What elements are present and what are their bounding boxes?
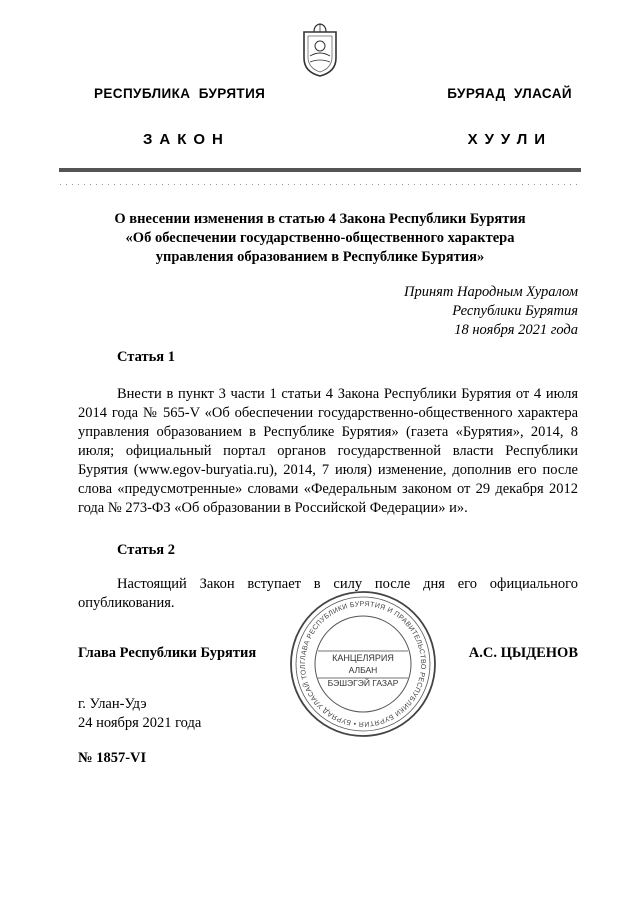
sign-date: 24 ноября 2021 года xyxy=(78,715,202,731)
republic-name-bua: БУРЯАД УЛАСАЙ xyxy=(447,86,572,101)
title-line-2: «Об обеспечении государственно-общественного характера xyxy=(125,230,515,246)
republic-name-ru: РЕСПУБЛИКА БУРЯТИЯ xyxy=(94,86,266,101)
seal-text-2: АЛБАН xyxy=(348,665,378,675)
official-seal xyxy=(288,589,438,739)
adoption-note xyxy=(404,283,578,340)
city: г. Улан-Удэ xyxy=(78,696,147,712)
seal-text-3: БЭШЭГЭЙ ГАЗАР xyxy=(327,678,399,688)
seal-text-1: КАНЦЕЛЯРИЯ xyxy=(332,653,394,663)
header-divider xyxy=(59,168,581,172)
article-1-heading: Статья 1 xyxy=(117,349,175,365)
place-and-date xyxy=(78,695,201,733)
article-2-heading: Статья 2 xyxy=(117,542,175,558)
signatory-name: А.С. ЦЫДЕНОВ xyxy=(468,645,578,661)
signatory-position: Глава Республики Бурятия xyxy=(78,645,257,661)
adopted-date: 18 ноября 2021 года xyxy=(454,322,578,338)
coat-of-arms-icon xyxy=(300,22,340,78)
adopted-line-2: Республики Бурятия xyxy=(452,303,578,319)
law-number: № 1857-VI xyxy=(78,750,147,766)
law-label-bua: ХУУЛИ xyxy=(467,131,552,148)
seal-ring-text: ГЛАВА РЕСПУБЛИКИ БУРЯТИЯ И ПРАВИТЕЛЬСТВО РЕСПУБЛИКИ БУРЯТИЯ • БУРЯАД УЛАСАЙ ТОЛ xyxy=(299,600,427,728)
adopted-line-1: Принят Народным Хуралом xyxy=(403,284,578,300)
title-line-1: О внесении изменения в статью 4 Закона Республики Бурятия xyxy=(114,211,526,227)
article-1-text: Внести в пункт 3 части 1 статьи 4 Закона Республики Бурятия от 4 июля 2014 года № 565-V «Об обеспечении государственно-общественного характера управления образованием в Республике Бурятия» (газета «Бурятия», 2014, 8 июля; официальный портал органов государственной власти Республики Бурятия (www.egov-buryatia.ru), 2014, 7 июля) изменение, дополнив его после слова «предусмотренные» словами «Федеральным законом от 29 декабря 2012 года № 273-ФЗ «Об образовании в Российской Федерации» и». xyxy=(78,386,578,516)
header-divider-dots xyxy=(60,173,580,176)
law-label-ru: ЗАКОН xyxy=(143,131,230,148)
article-2-text: Настоящий Закон вступает в силу после дня его официального опубликования. xyxy=(78,576,578,611)
document-title xyxy=(60,210,580,267)
title-line-3: управления образованием в Республике Бурятия» xyxy=(155,249,485,265)
